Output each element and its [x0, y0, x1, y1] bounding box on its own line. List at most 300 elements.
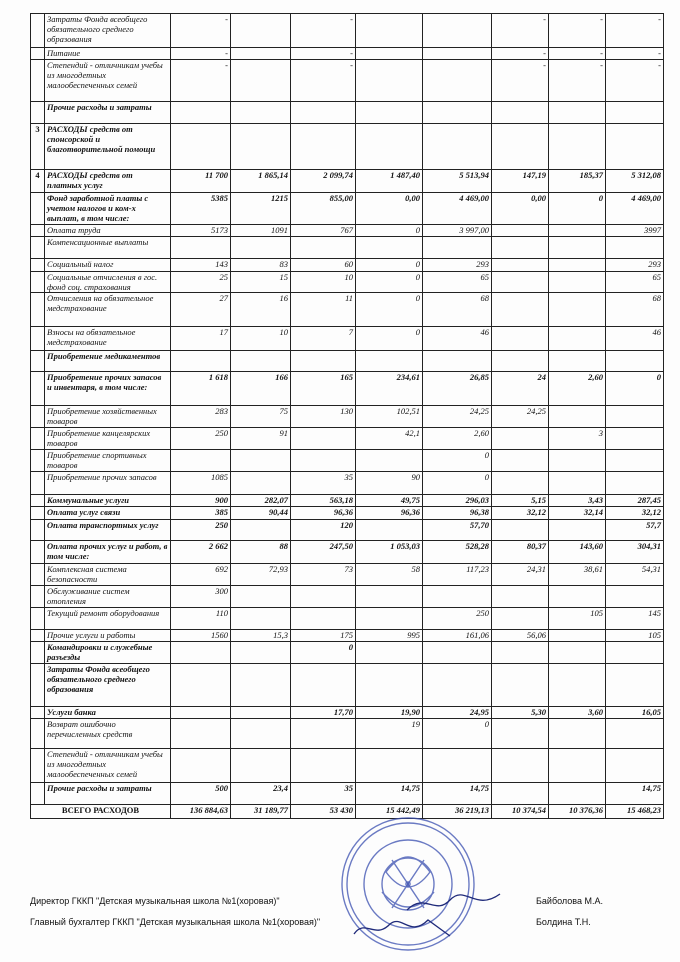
table-cell — [549, 272, 606, 293]
row-number: 3 — [31, 124, 45, 170]
table-cell — [549, 237, 606, 259]
table-cell — [606, 664, 664, 707]
table-cell: 283 — [171, 406, 231, 428]
row-number — [31, 102, 45, 124]
table-cell — [492, 259, 549, 272]
table-cell: 282,07 — [231, 495, 291, 507]
row-number — [31, 642, 45, 664]
table-cell: 120 — [291, 520, 356, 541]
row-number: 4 — [31, 170, 45, 193]
table-cell: 42,1 — [356, 428, 423, 450]
row-number — [31, 237, 45, 259]
row-number — [31, 60, 45, 102]
table-cell: 528,28 — [423, 541, 492, 564]
table-cell: 91 — [231, 428, 291, 450]
table-cell: 3997 — [606, 225, 664, 237]
table-cell: - — [606, 14, 664, 48]
row-number — [31, 472, 45, 495]
table-cell: 293 — [423, 259, 492, 272]
table-cell: - — [549, 14, 606, 48]
table-cell: 2 662 — [171, 541, 231, 564]
table-cell: 300 — [171, 586, 231, 608]
table-row — [31, 259, 664, 272]
row-number — [31, 225, 45, 237]
table-cell — [492, 225, 549, 237]
table-cell: 250 — [171, 428, 231, 450]
table-row — [31, 102, 664, 124]
table-row — [31, 564, 664, 586]
row-label: Фонд заработной платы с учетом налогов и ком-х выплат, в том числе: — [45, 193, 171, 225]
table-cell — [231, 520, 291, 541]
row-number — [31, 520, 45, 541]
total-cell: 15 468,23 — [606, 805, 664, 819]
table-cell: 563,18 — [291, 495, 356, 507]
table-cell: 80,37 — [492, 541, 549, 564]
table-cell: 14,75 — [606, 783, 664, 805]
table-cell — [606, 450, 664, 472]
table-cell: 0 — [549, 193, 606, 225]
table-cell — [549, 630, 606, 642]
table-cell — [171, 707, 231, 719]
table-cell: 5,30 — [492, 707, 549, 719]
table-cell: 35 — [291, 472, 356, 495]
expense-table-body — [31, 14, 664, 819]
table-cell: 75 — [231, 406, 291, 428]
table-row — [31, 630, 664, 642]
table-cell: 767 — [291, 225, 356, 237]
table-cell — [356, 102, 423, 124]
row-label: Степендий - отличникам учебы из многодетных малообеспеченных семей — [45, 60, 171, 102]
expense-table — [30, 13, 664, 819]
table-cell: 46 — [423, 327, 492, 351]
table-cell: 88 — [231, 541, 291, 564]
row-label: Оплата услуг связи — [45, 507, 171, 520]
table-cell: 56,06 — [492, 630, 549, 642]
row-number — [31, 14, 45, 48]
table-cell: 10 — [231, 327, 291, 351]
table-cell — [606, 428, 664, 450]
table-row — [31, 327, 664, 351]
table-cell — [231, 124, 291, 170]
table-cell — [291, 586, 356, 608]
table-cell: 5 312,08 — [606, 170, 664, 193]
row-number — [31, 259, 45, 272]
table-cell: 5,15 — [492, 495, 549, 507]
table-cell: - — [606, 48, 664, 60]
total-cell: 10 376,36 — [549, 805, 606, 819]
table-cell — [549, 783, 606, 805]
table-cell — [291, 102, 356, 124]
table-cell — [423, 586, 492, 608]
table-cell: - — [606, 60, 664, 102]
table-cell: 17 — [171, 327, 231, 351]
table-cell: 10 — [291, 272, 356, 293]
table-cell: 3,60 — [549, 707, 606, 719]
table-cell — [356, 124, 423, 170]
table-cell — [171, 642, 231, 664]
row-label: Затраты Фонда всеобщего обязательного среднего образования — [45, 14, 171, 48]
table-cell — [423, 642, 492, 664]
table-cell — [549, 450, 606, 472]
row-number — [31, 495, 45, 507]
row-label: Прочие расходы и затраты — [45, 783, 171, 805]
table-cell — [231, 664, 291, 707]
table-cell: 0 — [356, 272, 423, 293]
table-cell: 14,75 — [356, 783, 423, 805]
row-label: Прочие расходы и затраты — [45, 102, 171, 124]
accountant-line — [30, 917, 320, 927]
table-cell — [606, 406, 664, 428]
table-cell: 27 — [171, 293, 231, 327]
table-cell — [231, 608, 291, 630]
table-row — [31, 707, 664, 719]
row-number — [31, 564, 45, 586]
row-number — [31, 327, 45, 351]
table-row — [31, 586, 664, 608]
table-cell — [171, 719, 231, 749]
row-label: Приобретение канцелярских товаров — [45, 428, 171, 450]
table-cell: 96,36 — [356, 507, 423, 520]
table-row — [31, 293, 664, 327]
total-cell: 10 374,54 — [492, 805, 549, 819]
table-row — [31, 193, 664, 225]
table-cell: 0 — [356, 259, 423, 272]
row-label: Возврат ошибочно перечисленных средств — [45, 719, 171, 749]
row-label: Социальные отчисления в гос. фонд соц. страхования — [45, 272, 171, 293]
table-cell: - — [171, 14, 231, 48]
table-cell — [492, 327, 549, 351]
table-row — [31, 225, 664, 237]
table-cell: 250 — [423, 608, 492, 630]
table-cell — [492, 642, 549, 664]
table-cell — [356, 642, 423, 664]
row-label: Текущий ремонт оборудования — [45, 608, 171, 630]
table-cell: 5385 — [171, 193, 231, 225]
table-cell — [423, 237, 492, 259]
table-cell — [231, 450, 291, 472]
table-cell — [356, 586, 423, 608]
table-cell: 185,37 — [549, 170, 606, 193]
table-cell — [492, 272, 549, 293]
table-cell — [492, 351, 549, 372]
table-cell — [492, 124, 549, 170]
row-label: РАСХОДЫ средств от спонсорской и благотворительной помощи — [45, 124, 171, 170]
row-label: Отчисления на обязательное медстрахование — [45, 293, 171, 327]
row-number — [31, 664, 45, 707]
table-cell — [423, 351, 492, 372]
table-cell: - — [549, 60, 606, 102]
table-cell — [423, 60, 492, 102]
row-number — [31, 707, 45, 719]
table-cell — [231, 14, 291, 48]
table-cell — [171, 664, 231, 707]
table-cell: 0 — [606, 372, 664, 406]
table-cell: 304,31 — [606, 541, 664, 564]
row-label: Обслуживание систем отопления — [45, 586, 171, 608]
table-cell: 102,51 — [356, 406, 423, 428]
table-cell: 73 — [291, 564, 356, 586]
row-label: Взносы на обязательное медстрахование — [45, 327, 171, 351]
table-cell: 0 — [423, 450, 492, 472]
director-line — [30, 896, 280, 906]
total-cell: 36 219,13 — [423, 805, 492, 819]
table-cell: 385 — [171, 507, 231, 520]
row-number — [31, 783, 45, 805]
row-number — [31, 586, 45, 608]
table-row — [31, 60, 664, 102]
table-cell — [492, 237, 549, 259]
table-cell — [492, 783, 549, 805]
table-cell — [549, 586, 606, 608]
table-cell — [549, 351, 606, 372]
table-cell — [231, 102, 291, 124]
table-cell — [291, 124, 356, 170]
table-cell — [606, 124, 664, 170]
table-cell: 0 — [423, 719, 492, 749]
row-number — [31, 293, 45, 327]
table-cell: 1 865,14 — [231, 170, 291, 193]
table-cell — [606, 642, 664, 664]
table-cell: 250 — [171, 520, 231, 541]
table-cell — [492, 293, 549, 327]
table-row — [31, 351, 664, 372]
table-cell — [356, 351, 423, 372]
table-cell — [606, 351, 664, 372]
table-cell — [291, 237, 356, 259]
row-number — [31, 406, 45, 428]
table-cell — [356, 14, 423, 48]
table-row — [31, 14, 664, 48]
table-cell — [492, 428, 549, 450]
table-cell: 14,75 — [423, 783, 492, 805]
table-row — [31, 170, 664, 193]
table-cell: 24,95 — [423, 707, 492, 719]
table-cell — [549, 259, 606, 272]
table-cell: 7 — [291, 327, 356, 351]
table-cell — [423, 102, 492, 124]
table-cell: 19 — [356, 719, 423, 749]
table-cell: 143 — [171, 259, 231, 272]
table-cell: - — [492, 48, 549, 60]
table-cell — [492, 719, 549, 749]
table-cell: 234,61 — [356, 372, 423, 406]
table-cell: 35 — [291, 783, 356, 805]
row-label: Социальный налог — [45, 259, 171, 272]
table-cell: 175 — [291, 630, 356, 642]
table-cell — [423, 48, 492, 60]
table-cell: 54,31 — [606, 564, 664, 586]
table-cell — [549, 293, 606, 327]
director-label: Директор ГККП "Детская музыкальная школа №1(хоровая)" — [30, 896, 280, 906]
table-cell — [291, 664, 356, 707]
table-cell: 26,85 — [423, 372, 492, 406]
table-row — [31, 642, 664, 664]
table-cell: 145 — [606, 608, 664, 630]
table-cell — [291, 450, 356, 472]
table-row — [31, 507, 664, 520]
table-cell — [549, 520, 606, 541]
table-cell: 65 — [606, 272, 664, 293]
table-cell — [171, 351, 231, 372]
row-label: Оплата труда — [45, 225, 171, 237]
table-cell — [291, 749, 356, 783]
table-cell: 1 487,40 — [356, 170, 423, 193]
row-label: РАСХОДЫ средств от платных услуг — [45, 170, 171, 193]
table-cell: - — [291, 48, 356, 60]
row-label: Комплексная система безопасности — [45, 564, 171, 586]
row-label: Прочие услуги и работы — [45, 630, 171, 642]
table-cell: 5 513,94 — [423, 170, 492, 193]
row-label: Коммунальные услуги — [45, 495, 171, 507]
table-row — [31, 664, 664, 707]
table-row — [31, 541, 664, 564]
table-cell — [492, 749, 549, 783]
table-cell: 24,25 — [492, 406, 549, 428]
table-cell: 0 — [356, 225, 423, 237]
table-cell: 68 — [606, 293, 664, 327]
table-cell: 32,12 — [606, 507, 664, 520]
table-cell — [606, 472, 664, 495]
table-cell: 72,93 — [231, 564, 291, 586]
table-cell: 1091 — [231, 225, 291, 237]
table-cell — [231, 472, 291, 495]
table-row — [31, 406, 664, 428]
table-row — [31, 472, 664, 495]
table-cell: 2,60 — [423, 428, 492, 450]
table-cell — [549, 719, 606, 749]
table-cell: 96,38 — [423, 507, 492, 520]
table-cell: 60 — [291, 259, 356, 272]
table-cell: 11 700 — [171, 170, 231, 193]
table-row — [31, 48, 664, 60]
total-cell: 15 442,49 — [356, 805, 423, 819]
table-cell — [549, 472, 606, 495]
table-cell: 57,70 — [423, 520, 492, 541]
table-cell: - — [291, 14, 356, 48]
table-row — [31, 124, 664, 170]
table-cell — [291, 608, 356, 630]
table-cell — [291, 351, 356, 372]
table-cell: 2 099,74 — [291, 170, 356, 193]
table-cell — [492, 664, 549, 707]
table-cell — [492, 586, 549, 608]
row-label: Приобретение прочих запасов и инвентаря, в том числе: — [45, 372, 171, 406]
table-cell — [356, 450, 423, 472]
table-row — [31, 608, 664, 630]
total-cell: 31 189,77 — [231, 805, 291, 819]
table-cell: - — [291, 60, 356, 102]
table-cell — [356, 237, 423, 259]
table-cell — [356, 664, 423, 707]
table-cell: 38,61 — [549, 564, 606, 586]
table-cell: - — [171, 48, 231, 60]
table-cell — [231, 749, 291, 783]
table-cell — [549, 327, 606, 351]
table-cell — [423, 14, 492, 48]
table-cell: 4 469,00 — [423, 193, 492, 225]
table-cell — [171, 124, 231, 170]
table-cell: 23,4 — [231, 783, 291, 805]
table-cell — [492, 520, 549, 541]
table-cell: 58 — [356, 564, 423, 586]
row-number — [31, 719, 45, 749]
table-cell — [231, 642, 291, 664]
table-cell — [606, 586, 664, 608]
table-cell — [549, 406, 606, 428]
table-cell — [549, 664, 606, 707]
row-number — [31, 372, 45, 406]
table-cell: 287,45 — [606, 495, 664, 507]
table-cell — [356, 48, 423, 60]
total-cell: 136 884,63 — [171, 805, 231, 819]
table-cell: 1 053,03 — [356, 541, 423, 564]
table-cell: 17,70 — [291, 707, 356, 719]
row-number — [31, 541, 45, 564]
table-cell: 247,50 — [291, 541, 356, 564]
table-cell: 110 — [171, 608, 231, 630]
table-cell: 1215 — [231, 193, 291, 225]
table-row — [31, 237, 664, 259]
table-cell — [423, 749, 492, 783]
table-cell: 1085 — [171, 472, 231, 495]
table-cell: 16 — [231, 293, 291, 327]
table-cell: 130 — [291, 406, 356, 428]
row-label: Приобретение спортивных товаров — [45, 450, 171, 472]
table-cell — [231, 351, 291, 372]
table-cell: 16,05 — [606, 707, 664, 719]
table-cell: 49,75 — [356, 495, 423, 507]
table-cell: 0,00 — [492, 193, 549, 225]
accountant-name: Болдина Т.Н. — [536, 917, 591, 927]
table-cell: 24 — [492, 372, 549, 406]
table-cell — [492, 102, 549, 124]
table-cell: 24,31 — [492, 564, 549, 586]
table-cell — [231, 586, 291, 608]
table-cell: 0 — [291, 642, 356, 664]
table-cell: 3 — [549, 428, 606, 450]
table-cell: 0,00 — [356, 193, 423, 225]
table-cell — [231, 48, 291, 60]
table-row — [31, 749, 664, 783]
row-label: Оплата транспортных услуг — [45, 520, 171, 541]
row-number — [31, 450, 45, 472]
total-label: ВСЕГО РАСХОДОВ — [31, 805, 171, 819]
table-cell — [171, 749, 231, 783]
table-cell: 90,44 — [231, 507, 291, 520]
table-cell — [291, 428, 356, 450]
table-cell: 4 469,00 — [606, 193, 664, 225]
table-row — [31, 495, 664, 507]
table-cell: 90 — [356, 472, 423, 495]
table-cell — [356, 60, 423, 102]
table-cell — [231, 60, 291, 102]
table-cell: 2,60 — [549, 372, 606, 406]
table-row — [31, 719, 664, 749]
row-number — [31, 608, 45, 630]
table-cell: 692 — [171, 564, 231, 586]
table-cell: 143,60 — [549, 541, 606, 564]
table-cell — [171, 102, 231, 124]
table-cell — [171, 237, 231, 259]
table-cell — [356, 749, 423, 783]
table-cell: 165 — [291, 372, 356, 406]
table-cell: 25 — [171, 272, 231, 293]
table-cell: 57,7 — [606, 520, 664, 541]
table-cell — [171, 450, 231, 472]
table-cell — [606, 237, 664, 259]
table-cell: 166 — [231, 372, 291, 406]
row-label: Приобретение медикаментов — [45, 351, 171, 372]
